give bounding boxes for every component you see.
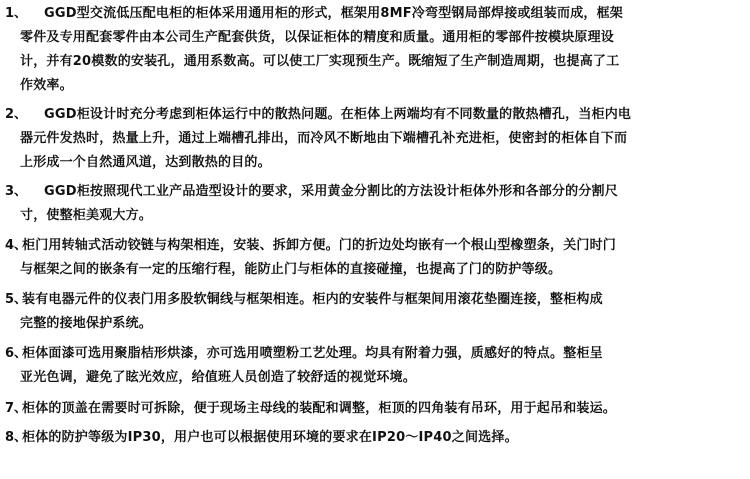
item-text-line: 柜体面漆可选用聚脂桔形烘漆，亦可选用喷塑粉工艺处理。均具有附着力强，质感好的特点。整柜呈 — [22, 346, 603, 361]
item-number: 3、 — [5, 184, 28, 199]
list-item-4 — [0, 234, 750, 282]
item-number: 2、 — [5, 107, 28, 122]
item-text-line: 计，并有20模数的安装孔，通用系数高。可以使工厂实现预生产。既缩短了生产制造周期，也提高了工 — [20, 54, 620, 69]
item-text-line: GGD柜设计时充分考虑到柜体运行中的散热问题。在柜体上两端均有不同数量的散热槽孔，当柜内电 — [44, 107, 632, 122]
item-text-line: 装有电器元件的仪表门用多股软铜线与框架相连。柜内的安装件与框架间用滚花垫圈连接，整柜构成 — [22, 292, 603, 307]
item-text-line: 与框架之间的嵌条有一定的压缩行程，能防止门与柜体的直接碰撞，也提高了门的防护等级。 — [20, 262, 562, 277]
item-text-line: 柜门用转轴式活动铰链与构架相连，安装、拆卸方便。门的折边处均嵌有一个根山型橡塑条，关门时门 — [22, 238, 617, 253]
list-item-8 — [0, 426, 750, 450]
list-item-3 — [0, 180, 750, 228]
item-text-line: 寸，使整柜美观大方。 — [20, 208, 153, 223]
item-text-line: GGD型交流低压配电柜的柜体采用通用柜的形式，框架用8MF冷弯型钢局部焊接或组装而成，框架 — [44, 6, 623, 21]
item-text-line: 完整的接地保护系统。 — [20, 316, 153, 331]
item-number: 4、 — [5, 238, 28, 253]
item-text-line: 柜体的防护等级为IP30，用户也可以根据使用环境的要求在IP20～IP40之间选择。 — [22, 430, 518, 445]
list-item-2 — [0, 103, 750, 175]
item-text-line: 零件及专用配套零件由本公司生产配套供货，以保证柜体的精度和质量。通用柜的零部件按模块原理设 — [20, 30, 615, 45]
item-text-line: 上形成一个自然通风道，达到散热的目的。 — [20, 155, 271, 170]
item-text-line: 柜体的顶盖在需要时可拆除，便于现场主母线的装配和调整，柜顶的四角装有吊环，用于起吊和装运。 — [22, 401, 617, 416]
item-text-line: GGD柜按照现代工业产品造型设计的要求，采用黄金分割比的方法设计柜体外形和各部分的分割尺 — [44, 184, 618, 199]
item-number: 8、 — [5, 430, 28, 445]
list-item-7 — [0, 397, 750, 421]
item-number: 1、 — [5, 6, 28, 21]
list-item-1 — [0, 2, 750, 98]
item-text-line: 作效率。 — [20, 78, 73, 93]
item-text-line: 亚光色调，避免了眩光效应，给值班人员创造了较舒适的视觉环境。 — [20, 370, 417, 385]
list-item-6 — [0, 342, 750, 390]
item-number: 5、 — [5, 292, 28, 307]
item-number: 6、 — [5, 346, 28, 361]
item-number: 7、 — [5, 401, 28, 416]
list-item-5 — [0, 288, 750, 336]
item-text-line: 器元件发热时，热量上升，通过上端槽孔排出，而冷风不断地由下端槽孔补充进柜，使密封的柜体自下而 — [20, 131, 628, 146]
